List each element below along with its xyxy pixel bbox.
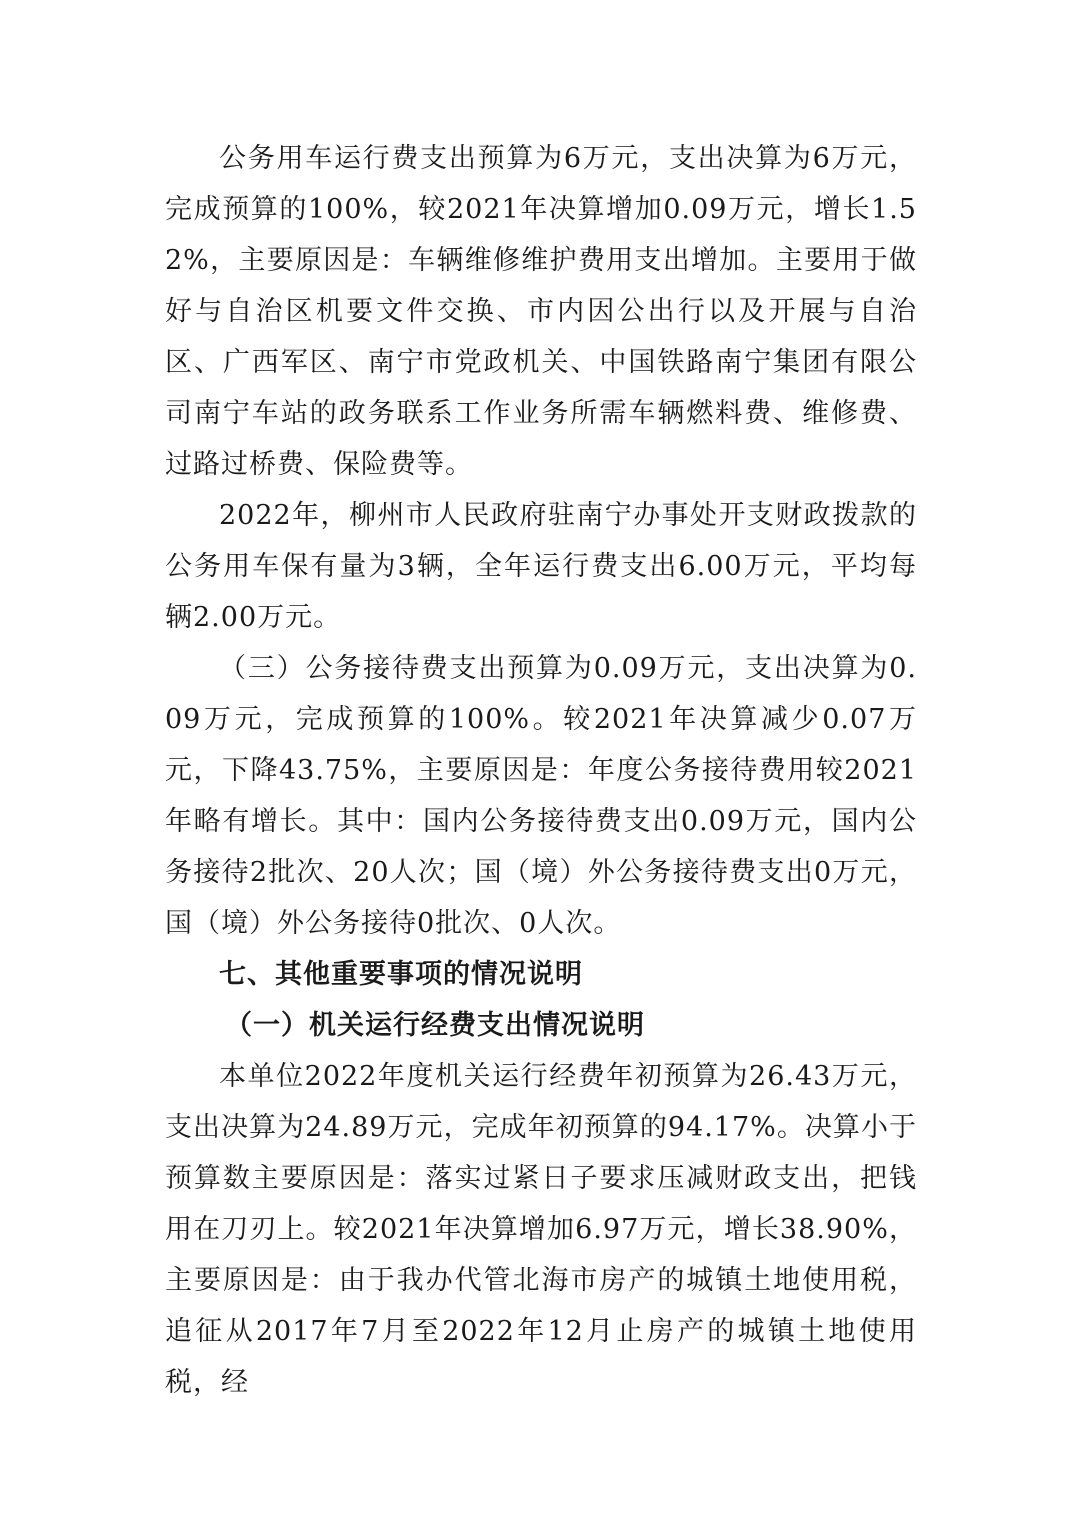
paragraph-operating-expenses: 本单位2022年度机关运行经费年初预算为26.43万元，支出决算为24.89万元，完成年初预算的94.17%。决算小于预算数主要原因是：落实过紧日子要求压减财政支出，把钱用在刀刃上。较2021年决算增加6.97万元，增长38.90%，主要原因是：由于我办代管北海市房产的城镇土地使用税，追征从2017年7月至2022年12月止房产的城镇土地使用税，经 [165,1061,917,1398]
document-body [165,133,917,1408]
paragraph-reception-cost: （三）公务接待费支出预算为0.09万元，支出决算为0.09万元，完成预算的100%。较2021年决算减少0.07万元，下降43.75%，主要原因是：年度公务接待费用较2021年略有增长。其中：国内公务接待费支出0.09万元，国内公务接待2批次、20人次；国（境）外公务接待费支出0万元，国（境）外公务接待0批次、0人次。 [165,653,917,939]
section-heading-other-matters: 七、其他重要事项的情况说明 [219,959,583,990]
subsection-heading-operating-expenses: （一）机关运行经费支出情况说明 [225,1010,645,1041]
paragraph-vehicle-operation-cost: 公务用车运行费支出预算为6万元，支出决算为6万元，完成预算的100%，较2021年决算增加0.09万元，增长1.52%，主要原因是：车辆维修维护费用支出增加。主要用于做好与自治区机要文件交换、市内因公出行以及开展与自治区、广西军区、南宁市党政机关、中国铁路南宁集团有限公司南宁车站的政务联系工作业务所需车辆燃料费、维修费、过路过桥费、保险费等。 [165,143,917,480]
paragraph-vehicle-holdings: 2022年，柳州市人民政府驻南宁办事处开支财政拨款的公务用车保有量为3辆，全年运行费支出6.00万元，平均每辆2.00万元。 [165,500,917,633]
